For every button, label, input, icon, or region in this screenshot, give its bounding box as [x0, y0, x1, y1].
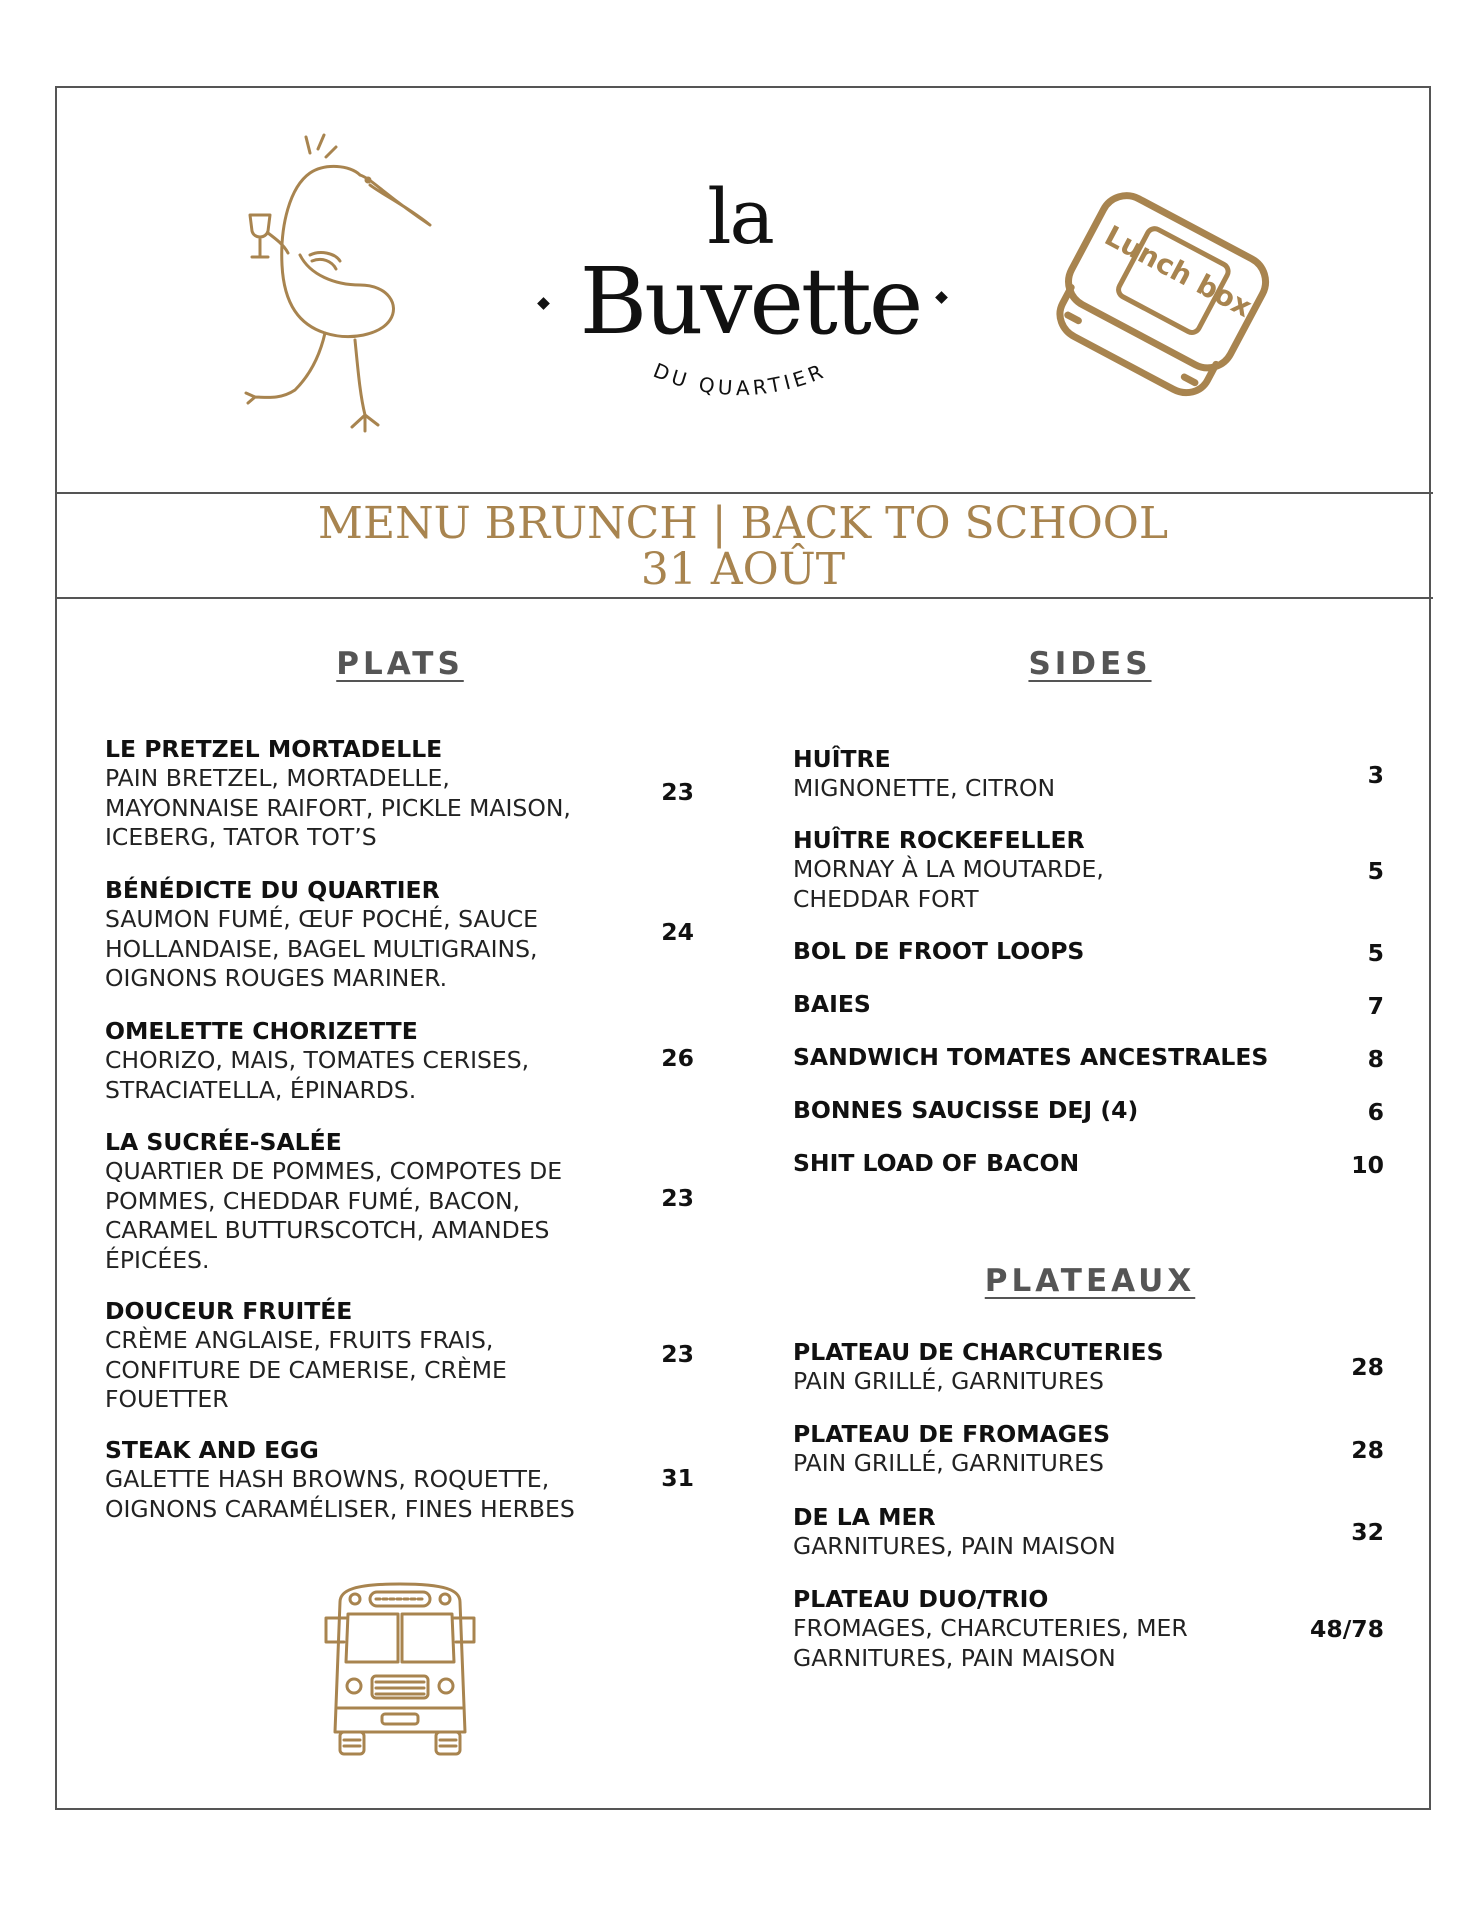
item-desc: MIGNONETTE, CITRON: [793, 774, 1056, 802]
item-desc: GALETTE HASH BROWNS, ROQUETTE, OIGNONS CARAMÉLISER, FINES HERBES: [105, 1465, 575, 1523]
item-price: 23: [661, 1184, 694, 1212]
item-name: HUÎTRE: [793, 745, 891, 773]
item-name: BONNES SAUCISSE DEJ (4): [793, 1096, 1139, 1124]
plateaux-item: [793, 1585, 1188, 1673]
banner-line-2: 31 AOÛT: [640, 544, 846, 595]
item-name: DOUCEUR FRUITÉE: [105, 1297, 353, 1325]
item-price: 23: [661, 778, 694, 806]
plats-item: [105, 876, 538, 994]
sides-item: [793, 826, 1104, 914]
item-price: 31: [661, 1464, 694, 1492]
item-name: BÉNÉDICTE DU QUARTIER: [105, 876, 440, 904]
item-price: 7: [1367, 992, 1384, 1020]
banner-line-1: MENU BRUNCH | BACK TO SCHOOL: [317, 498, 1169, 549]
item-price: 3: [1367, 761, 1384, 789]
item-price: 23: [661, 1340, 694, 1368]
plats-item: [105, 735, 571, 853]
sides-item: [793, 990, 871, 1019]
item-desc: PAIN BRETZEL, MORTADELLE, MAYONNAISE RAIFORT, PICKLE MAISON, ICEBERG, TATOR TOT’S: [105, 764, 571, 851]
item-price: 5: [1367, 939, 1384, 967]
item-desc: PAIN GRILLÉ, GARNITURES: [793, 1449, 1104, 1477]
svg-text:DU QUARTIER: DU QUARTIER: [650, 358, 830, 401]
item-desc: CHORIZO, MAIS, TOMATES CERISES, STRACIATELLA, ÉPINARDS.: [105, 1046, 530, 1104]
item-name: STEAK AND EGG: [105, 1436, 319, 1464]
banner-top-divider: [55, 492, 1433, 494]
item-name: HUÎTRE ROCKEFELLER: [793, 826, 1085, 854]
item-name: SHIT LOAD OF BACON: [793, 1149, 1080, 1177]
item-name: BAIES: [793, 990, 871, 1018]
item-price: 32: [1351, 1518, 1384, 1546]
item-name: OMELETTE CHORIZETTE: [105, 1017, 418, 1045]
item-price: 28: [1351, 1353, 1384, 1381]
item-price: 24: [661, 918, 694, 946]
sides-item: [793, 1043, 1268, 1072]
sides-item: [793, 937, 1084, 966]
item-name: DE LA MER: [793, 1503, 936, 1531]
banner-bottom-divider: [55, 597, 1433, 599]
item-price: 26: [661, 1044, 694, 1072]
item-price: 28: [1351, 1436, 1384, 1464]
item-price: 8: [1367, 1045, 1384, 1073]
item-name: PLATEAU DE CHARCUTERIES: [793, 1338, 1164, 1366]
item-name: LA SUCRÉE-SALÉE: [105, 1128, 342, 1156]
plats-item: [105, 1297, 507, 1415]
sides-title: SIDES: [1028, 646, 1152, 682]
item-desc: MORNAY À LA MOUTARDE, CHEDDAR FORT: [793, 855, 1104, 913]
item-price: 48/78: [1310, 1615, 1384, 1643]
item-desc: GARNITURES, PAIN MAISON: [793, 1532, 1116, 1560]
plats-item: [105, 1128, 562, 1275]
item-name: LE PRETZEL MORTADELLE: [105, 735, 443, 763]
item-name: PLATEAU DUO/TRIO: [793, 1585, 1049, 1613]
brand-name: Buvette: [579, 248, 921, 355]
item-price: 10: [1351, 1151, 1384, 1179]
sides-item: [793, 745, 1055, 804]
item-desc: PAIN GRILLÉ, GARNITURES: [793, 1367, 1104, 1395]
plateaux-item: [793, 1338, 1164, 1397]
item-desc: QUARTIER DE POMMES, COMPOTES DE POMMES, CHEDDAR FUMÉ, BACON, CARAMEL BUTTURSCOTCH, AMANDES ÉPICÉES.: [105, 1157, 563, 1274]
plats-item: [105, 1436, 575, 1524]
plats-item: [105, 1017, 529, 1105]
brand-tagline: [600, 330, 880, 430]
item-name: BOL DE FROOT LOOPS: [793, 937, 1085, 965]
item-name: PLATEAU DE FROMAGES: [793, 1420, 1111, 1448]
item-desc: CRÈME ANGLAISE, FRUITS FRAIS, CONFITURE DE CAMERISE, CRÈME FOUETTER: [105, 1326, 507, 1413]
item-desc: FROMAGES, CHARCUTERIES, MER GARNITURES, PAIN MAISON: [793, 1614, 1188, 1672]
svg-text:Lunch box: Lunch box: [1099, 218, 1258, 324]
plateaux-item: [793, 1420, 1110, 1479]
item-desc: SAUMON FUMÉ, ŒUF POCHÉ, SAUCE HOLLANDAISE, BAGEL MULTIGRAINS, OIGNONS ROUGES MARINER.: [105, 905, 538, 992]
plats-title: PLATS: [336, 646, 464, 682]
plateaux-title: PLATEAUX: [984, 1263, 1196, 1299]
plateaux-item: [793, 1503, 1116, 1562]
sides-item: [793, 1096, 1138, 1125]
lunch-box-icon: [1040, 180, 1280, 410]
dancing-bird-with-wine-glass-icon: [240, 135, 440, 455]
item-price: 6: [1367, 1098, 1384, 1126]
school-bus-icon: [310, 1582, 490, 1757]
brand-la: la: [707, 172, 773, 261]
item-price: 5: [1367, 857, 1384, 885]
item-name: SANDWICH TOMATES ANCESTRALES: [793, 1043, 1269, 1071]
sides-item: [793, 1149, 1079, 1178]
